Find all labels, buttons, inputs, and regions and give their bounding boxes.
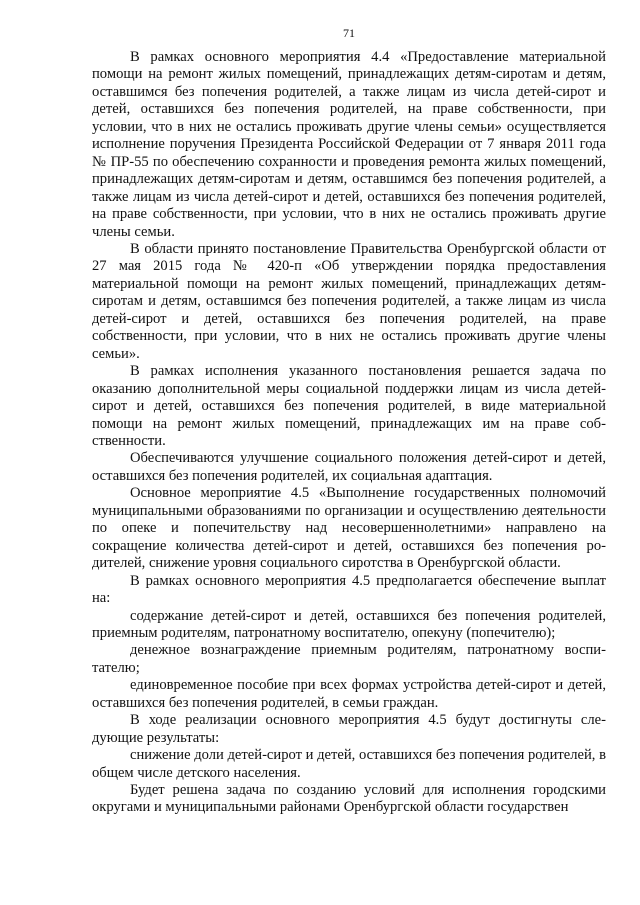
paragraph-measure-4-5: Основное мероприятие 4.5 «Выполнение государственных полномочий муниципальными образованиями по организации и осуществлению деятельности по опеке и попечительству над несовершеннолетними» направлено на сокращение количества детей-сирот и детей, оставшихся без попечения родителей, снижение уровня социального сиротства в Оренбургской области.	[92, 485, 606, 572]
list-item-results: снижение доли детей-сирот и детей, оставшихся без попечения родителей, в общем числе детского населения.	[92, 747, 606, 781]
paragraph-results-intro: В ходе реализации основного мероприятия 4.5 будут достигнуты следующие результаты:	[92, 712, 606, 746]
paragraph-payments-intro: В рамках основного мероприятия 4.5 предполагается обеспечение выплат на:	[92, 572, 606, 607]
document-page	[92, 26, 606, 817]
paragraph-resolution-420p: В области принято постановление Правительства Оренбургской области от 27 мая 2015 года № 420-п «Об утверждении порядка предоставления материальной помощи на ремонт жилых помещений, принадлежащих детям-сиротам и детям, оставшимся без попечения родителей, а также лицам из числа детей-сирот и детей, оставшихся без попечения родителей, на праве собственности, при условии, что в них не остались проживать другие члены семьи».	[92, 240, 606, 362]
paragraph-implementation: В рамках исполнения указанного постановления решается задача по оказанию дополнительной меры социальной поддержки лицам из числа детей-сирот и детей, оставшихся без попечения родителей, в виде материальной помощи на ремонт жилых помещений, принадлежащих им на праве собственности.	[92, 363, 606, 449]
list-item-lump-sum: единовременное пособие при всех формах устройства детей-сирот и детей, оставшихся без попечения родителей, в семьи граждан.	[92, 677, 606, 711]
list-item-maintenance: содержание детей-сирот и детей, оставшихся без попечения родителей, приемным родителям, патронатному воспитателю, опекуну (попечителю);	[92, 607, 606, 641]
paragraph-task: Будет решена задача по созданию условий для исполнения городскими округами и муниципальными районами Оренбургской области государствен	[92, 782, 606, 816]
paragraph-social-adaptation: Обеспечиваются улучшение социального положения детей-сирот и детей, оставшихся без попечения родителей, их социальная адаптация.	[92, 450, 606, 484]
page-number: 71	[343, 26, 355, 40]
paragraph-measure-4-4: В рамках основного мероприятия 4.4 «Предоставление материальной помощи на ремонт жилых помещений, принадлежащих детям-сиротам и детям, оставшимся без попечения родителей, а также лицам из числа детей-сирот и детей, оставшихся без попечения родителей, на праве собственности, при условии, что в них не остались проживать другие члены семьи» осуществляется исполнение поручения Президента Российской Федерации от 7 января 2011 года № ПР-55 по обеспечению сохранности и проведения ремонта жилых помещений, принадлежащих детям-сиротам и детям, оставшимся без попечения родителей, а также лицам из числа детей-сирот и детей, оставшихся без попечения родителей, на праве собственности, при условии, что в них не остались проживать другие члены семьи.	[92, 49, 606, 240]
list-item-remuneration: денежное вознаграждение приемным родителям, патронатному воспитателю;	[92, 642, 606, 676]
